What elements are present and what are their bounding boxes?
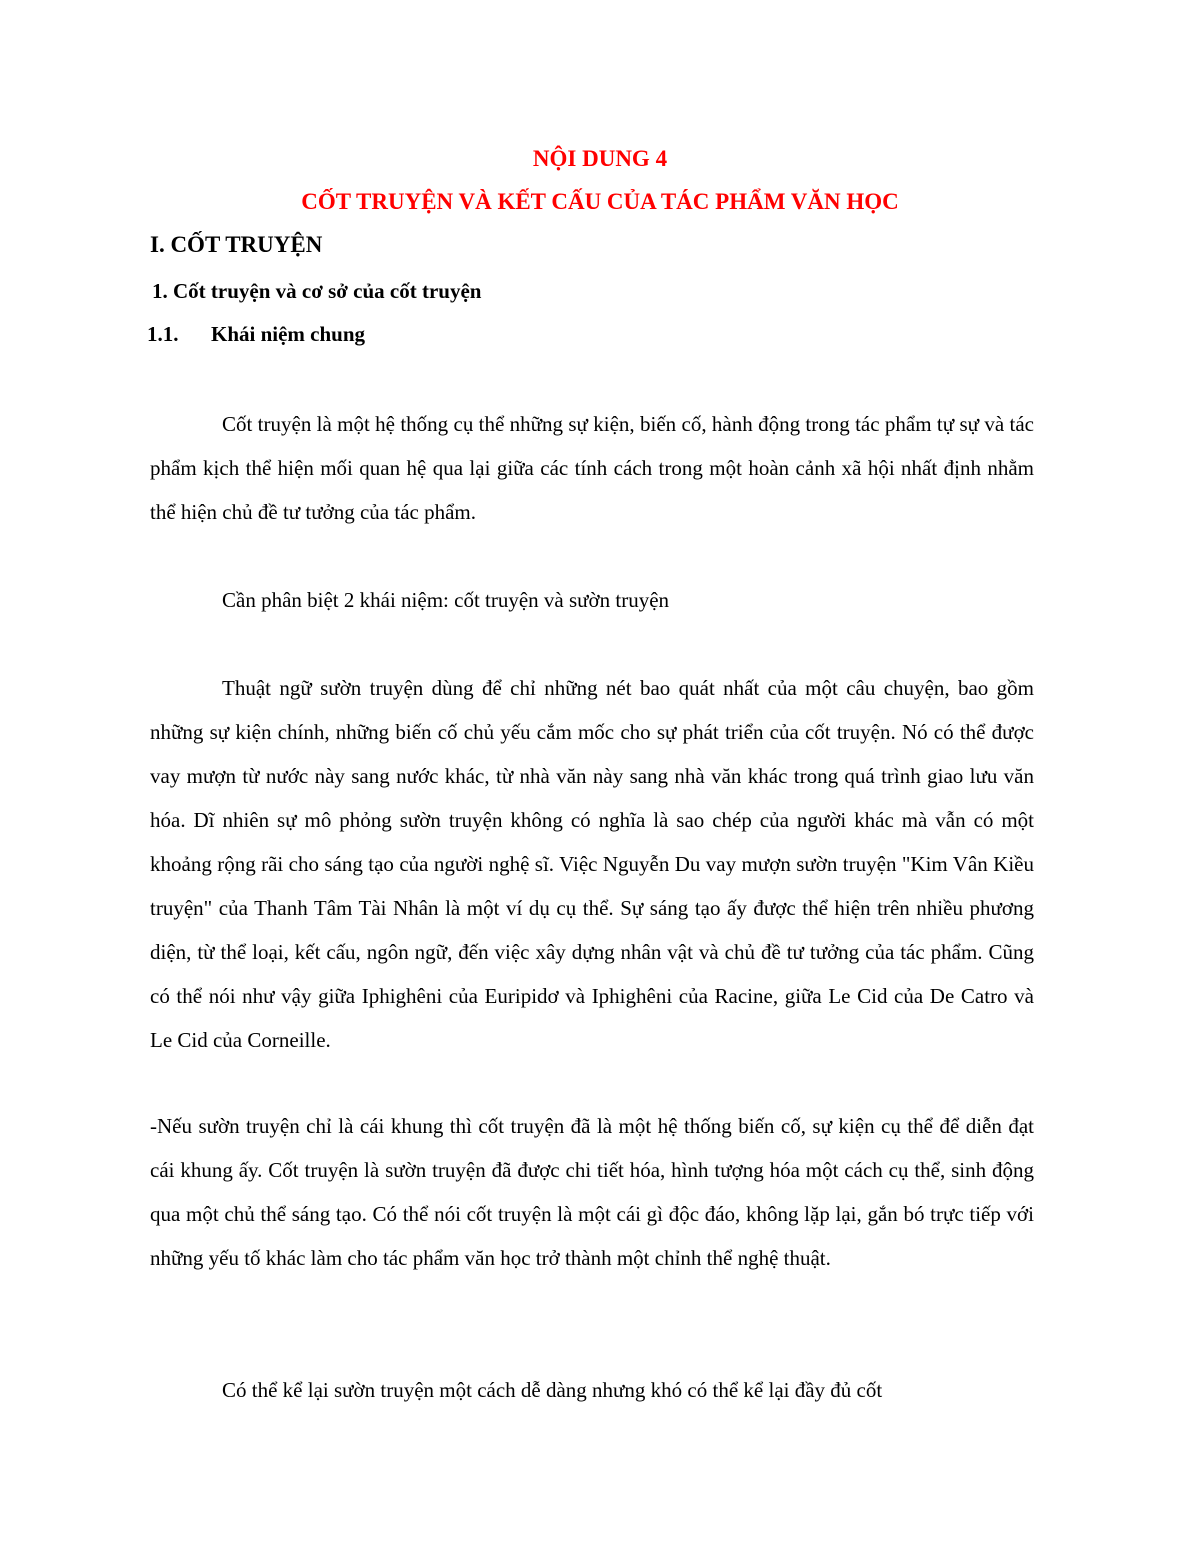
subsection-heading: 1. Cốt truyện và cơ sở của cốt truyện [152,279,482,303]
paragraph-definition: Cốt truyện là một hệ thống cụ thể những sự kiện, biến cố, hành động trong tác phẩm tự sự và tác phẩm kịch thể hiện mối quan hệ qua lại giữa các tính cách trong một hoàn cảnh xã hội nhất định nhằm thể hiện chủ đề tư tưởng của tác phẩm. [150,412,1034,524]
paragraph-continued: Có thể kể lại sườn truyện một cách dễ dàng nhưng khó có thể kể lại đầy đủ cốt [222,1378,883,1402]
paragraph-suon-truyen: Thuật ngữ sườn truyện dùng để chỉ những nét bao quát nhất của một câu chuyện, bao gồm những sự kiện chính, những biến cố chủ yếu cắm mốc cho sự phát triển của cốt truyện. Nó có thể được vay mượn từ nước này sang nước khác, từ nhà văn này sang nhà văn khác trong quá trình giao lưu văn hóa. Dĩ nhiên sự mô phỏng sườn truyện không có nghĩa là sao chép của người khác mà vẫn có một khoảng rộng rãi cho sáng tạo của người nghệ sĩ. Việc Nguyễn Du vay mượn sườn truyện "Kim Vân Kiều truyện" của Thanh Tâm Tài Nhân là một ví dụ cụ thể. Sự sáng tạo ấy được thể hiện trên nhiều phương diện, từ thể loại, kết cấu, ngôn ngữ, đến việc xây dựng nhân vật và chủ đề tư tưởng của tác phẩm. Cũng có thể nói như vậy giữa Iphighêni của Euripidơ và Iphighêni của Racine, giữa Le Cid của De Catro và Le Cid của Corneille. [150,676,1034,1052]
document-title-line1: NỘI DUNG 4 [532,146,668,171]
subsubsection-title: Khái niệm chung [211,322,366,346]
subsubsection-heading [147,322,365,347]
section-heading: I. CỐT TRUYỆN [150,232,323,257]
document-title-line2: CỐT TRUYỆN VÀ KẾT CẤU CỦA TÁC PHẨM VĂN HỌC [301,189,899,214]
paragraph-cot-truyen: -Nếu sườn truyện chỉ là cái khung thì cốt truyện đã là một hệ thống biến cố, sự kiện cụ thể để diễn đạt cái khung ấy. Cốt truyện là sườn truyện đã được chi tiết hóa, hình tượng hóa một cách cụ thể, sinh động qua một chủ thể sáng tạo. Có thể nói cốt truyện là một cái gì độc đáo, không lặp lại, gắn bó trực tiếp với những yếu tố khác làm cho tác phẩm văn học trở thành một chỉnh thể nghệ thuật. [150,1114,1034,1270]
paragraph-distinguish: Cần phân biệt 2 khái niệm: cốt truyện và sườn truyện [222,588,670,612]
subsubsection-number: 1.1. [147,322,179,346]
